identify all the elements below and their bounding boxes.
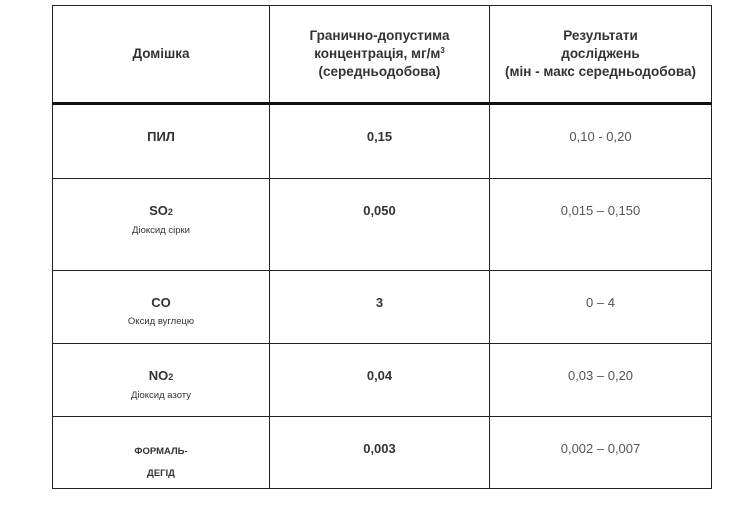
result-cell [490, 417, 712, 489]
header-limit-unit: концентрація, мг/м [314, 46, 441, 61]
table-row [53, 344, 712, 417]
substance-name-line2: ДЕГІД [147, 468, 175, 479]
substance-name-line1: ФОРМАЛЬ- [134, 446, 188, 457]
substance-name [53, 368, 269, 385]
limit-cell [270, 417, 490, 489]
substance-name [53, 203, 269, 220]
limit-value: 0,050 [363, 203, 396, 218]
header-limit-line1: Гранично-допустима [309, 28, 450, 43]
limit-value: 0,04 [366, 368, 393, 383]
substance-formula: SO [149, 203, 168, 218]
result-value: 0,03 – 0,20 [567, 368, 634, 383]
table-row [53, 104, 712, 179]
header-results-line3: (мін - макс середньодобова) [505, 64, 696, 79]
limit-value: 0,003 [363, 441, 396, 456]
header-results-line2: досліджень [561, 46, 640, 61]
table-row [53, 179, 712, 271]
result-cell [490, 271, 712, 344]
limit-cell [270, 179, 490, 271]
header-results [490, 6, 712, 104]
substance-formula-sub: 2 [168, 372, 174, 382]
header-limit-unit-sup: 3 [440, 46, 445, 55]
limit-cell [270, 104, 490, 179]
limit-value: 0,15 [366, 129, 393, 144]
header-results-line1: Результати [563, 28, 638, 43]
result-cell [490, 344, 712, 417]
header-limit [270, 6, 490, 104]
result-value: 0 – 4 [586, 295, 615, 310]
pollutant-table [52, 5, 712, 489]
substance-cell [53, 179, 270, 271]
substance-cell [53, 344, 270, 417]
substance-cell [53, 417, 270, 489]
substance-description: Діоксид азоту [130, 390, 192, 401]
substance-description: Оксид вуглецю [127, 316, 195, 327]
result-value: 0,015 – 0,150 [560, 203, 641, 218]
result-cell [490, 104, 712, 179]
header-substance-label: Домішка [132, 46, 190, 61]
limit-cell [270, 344, 490, 417]
header-limit-line2 [270, 45, 489, 63]
substance-name: CO [151, 295, 171, 310]
substance-cell [53, 104, 270, 179]
header-limit-line3: (середньодобова) [318, 64, 441, 79]
result-value: 0,002 – 0,007 [560, 441, 641, 456]
substance-cell [53, 271, 270, 344]
table-row [53, 271, 712, 344]
header-substance [53, 6, 270, 104]
substance-name: ПИЛ [147, 129, 175, 144]
limit-cell [270, 271, 490, 344]
table-row [53, 417, 712, 489]
result-value: 0,10 - 0,20 [569, 129, 632, 144]
limit-value: 3 [375, 295, 384, 310]
substance-formula: NO [148, 368, 169, 383]
result-cell [490, 179, 712, 271]
substance-formula-sub: 2 [167, 207, 173, 217]
header-row [53, 6, 712, 104]
substance-description: Діоксид сірки [132, 225, 190, 236]
